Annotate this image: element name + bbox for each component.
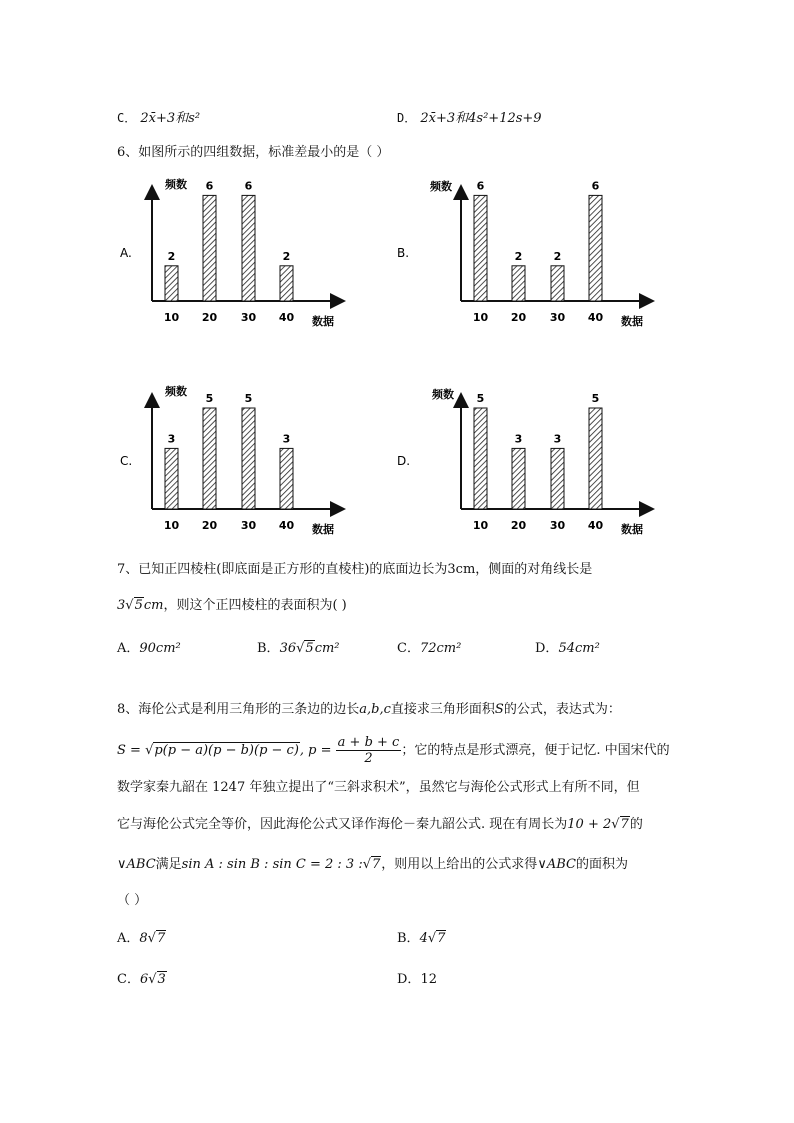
bar	[165, 266, 178, 301]
bar	[512, 266, 525, 301]
bar	[474, 195, 487, 301]
y-axis-label: 频数	[165, 385, 187, 398]
y-axis-label: 频数	[430, 180, 452, 193]
bar-value-label: 5	[476, 392, 485, 405]
x-tick-label: 30	[549, 519, 566, 532]
q8-answer-paren: （ ）	[117, 893, 148, 908]
bar-value-label: 2	[282, 249, 291, 263]
x-axis-label: 数据	[621, 523, 643, 536]
bar	[165, 448, 178, 509]
bar-value-label: 5	[205, 392, 214, 405]
bar-value-label: 2	[167, 249, 176, 263]
q8-line1: 8、海伦公式是利用三角形的三条边的边长a,b,c直接求三角形面积S的公式，表达式为：	[117, 702, 621, 717]
bar-value-label: 6	[591, 179, 600, 193]
x-tick-label: 40	[587, 519, 604, 532]
semi-perimeter-fraction: $\frac{a + b + c}{2}$	[337, 735, 400, 766]
q7-option-b: B．36√5cm²	[257, 641, 340, 656]
q8-line4: 它与海伦公式完全等价，因此海伦公式又译作海伦－秦九韶公式. 现在有周长为10 + 2√7的	[117, 817, 643, 832]
bar	[551, 448, 564, 509]
bar-value-label: 5	[591, 392, 600, 405]
bar	[474, 408, 487, 509]
x-tick-label: 30	[240, 311, 257, 324]
x-axis-label: 数据	[312, 523, 334, 536]
bar	[242, 195, 255, 301]
bar-value-label: 3	[553, 432, 562, 446]
q7-option-a: A．90cm²	[117, 641, 181, 656]
y-axis-label: 频数	[165, 178, 187, 191]
q8-formula: S = √p(p − a)(p − b)(p − c), p = $\frac{a + b + c}{2}$ ；它的特点是形式漂亮，便于记忆. 中国宋代的	[117, 735, 670, 766]
q7-option-d: D．54cm²	[535, 641, 600, 656]
x-tick-label: 20	[201, 519, 218, 532]
bar	[589, 408, 602, 509]
bar-value-label: 2	[553, 249, 562, 263]
x-tick-label: 30	[549, 311, 566, 324]
bar-value-label: 6	[205, 179, 214, 193]
x-tick-label: 40	[278, 311, 295, 324]
q5-option-d-expr: 2x̄+3和4s²+12s+9	[420, 111, 542, 126]
q8-option-a: A．8√7	[117, 931, 166, 946]
x-tick-label: 40	[587, 311, 604, 324]
q6-charts	[0, 160, 794, 720]
x-tick-label: 10	[163, 311, 180, 324]
q8-option-d: D．12	[397, 972, 437, 987]
bar-value-label: 3	[282, 432, 291, 446]
y-axis-label: 频数	[432, 388, 454, 401]
bar-value-label: 3	[167, 432, 176, 446]
q6-option-b-label: B.	[397, 246, 410, 260]
bar-value-label: 3	[514, 432, 523, 446]
q8-option-b: B．4√7	[397, 931, 446, 946]
bar	[203, 195, 216, 301]
bar	[242, 408, 255, 509]
sqrt-symbol: √	[125, 598, 134, 613]
q6-stem: 6、如图所示的四组数据，标准差最小的是（ ）	[117, 145, 390, 160]
q5-option-c: C． 2x̄+3和s²	[117, 111, 201, 126]
x-tick-label: 10	[163, 519, 180, 532]
x-tick-label: 20	[510, 519, 527, 532]
q6-option-a-label: A.	[120, 246, 132, 260]
x-tick-label: 30	[240, 519, 257, 532]
x-axis-label: 数据	[312, 315, 334, 328]
q7-line2: 3√5cm，则这个正四棱柱的表面积为( )	[117, 598, 347, 613]
bar	[280, 448, 293, 509]
bar-value-label: 6	[476, 179, 485, 193]
q6-option-c-label: C.	[120, 454, 133, 468]
q6-option-d-label: D.	[397, 454, 411, 468]
q5-option-d: D． 2x̄+3和4s²+12s+9	[397, 111, 542, 126]
q7-line1: 7、已知正四棱柱(即底面是正方形的直棱柱)的底面边长为3cm，侧面的对角线长是	[117, 562, 593, 577]
bar	[512, 448, 525, 509]
q7-option-c: C．72cm²	[397, 641, 462, 656]
q8-line3: 数学家秦九韶在 1247 年独立提出了“三斜求积术”，虽然它与海伦公式形式上有所不同，但	[117, 780, 640, 795]
x-axis-label: 数据	[621, 315, 643, 328]
bar	[203, 408, 216, 509]
bar	[551, 266, 564, 301]
q8-option-c: C．6√3	[117, 972, 166, 987]
bar-value-label: 6	[244, 179, 253, 193]
bar-value-label: 5	[244, 392, 253, 405]
bar-value-label: 2	[514, 249, 523, 263]
x-tick-label: 20	[510, 311, 527, 324]
x-tick-label: 40	[278, 519, 295, 532]
q8-line5: ∨ABC满足sin A : sin B : sin C = 2 : 3 :√7，则用以上给出的公式求得∨ABC的面积为	[117, 857, 628, 872]
x-tick-label: 10	[472, 311, 489, 324]
bar	[589, 195, 602, 301]
x-tick-label: 20	[201, 311, 218, 324]
q5-option-c-expr: 2x̄+3和s²	[140, 111, 201, 126]
bar	[280, 266, 293, 301]
x-tick-label: 10	[472, 519, 489, 532]
